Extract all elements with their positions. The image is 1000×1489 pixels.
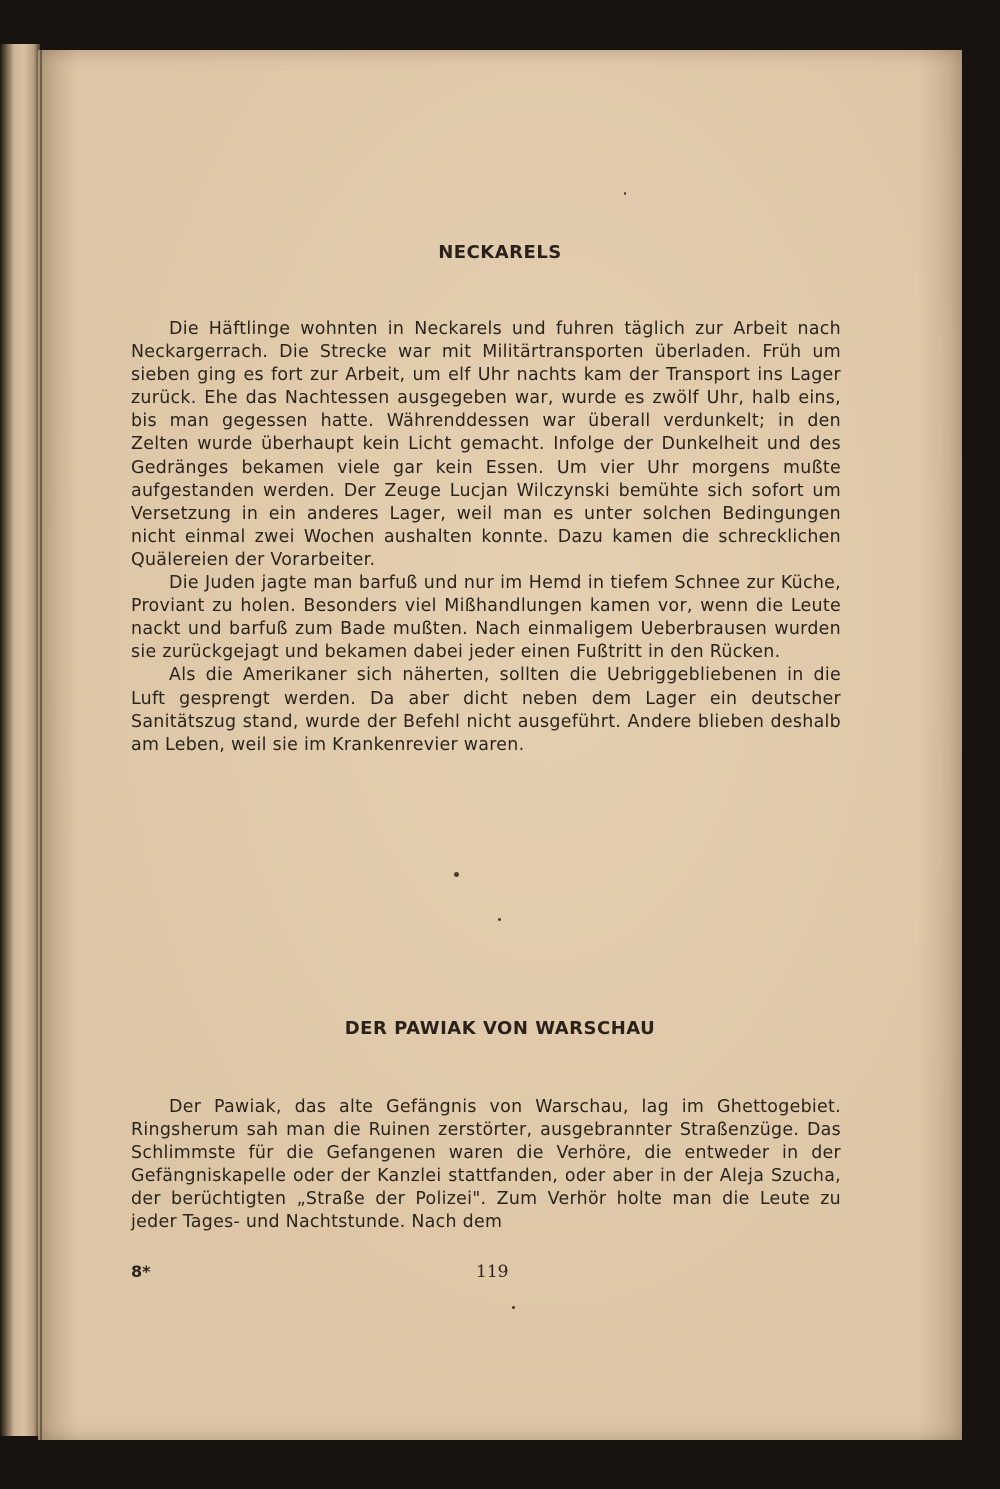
paragraph-3: Als die Amerikaner sich näherten, sollten die Uebriggebliebenen in die Luft gesprengt werden. Da aber dicht neben dem Lager ein deutscher Sanitätszug stand, wurde der Befehl nicht ausgeführt. Andere blieben deshalb am Leben, weil sie im Krankenrevier waren. xyxy=(131,665,841,755)
section-body-pawiak xyxy=(131,1096,841,1235)
paragraph-4: Der Pawiak, das alte Gefängnis von Warschau, lag im Ghettogebiet. Ringsherum sah man die Ruinen zerstörter, ausgebrannter Straßenzüge. Das Schlimmste für die Gefangenen waren die Verhöre, die entweder in der Gefängniskapelle oder der Kanzlei stattfanden, oder aber in der Aleja Szucha, der berüchtigten „Straße der Polizei". Zum Verhör holte man die Leute zu jeder Tages- und Nachtstunde. Nach dem xyxy=(131,1097,841,1233)
paper-speck xyxy=(512,1306,515,1309)
paragraph-1: Die Häftlinge wohnten in Neckarels und fuhren täglich zur Arbeit nach Neckargerrach. Die Strecke war mit Militärtransporten überladen. Früh um sieben ging es fort zur Arbeit, um elf Uhr nachts kam der Transport ins Lager zurück. Ehe das Nachtessen ausgegeben war, wurde es zwölf Uhr, halb eins, bis man gegessen hatte. Währenddessen war überall verdunkelt; in den Zelten wurde überhaupt kein Licht gemacht. Infolge der Dunkelheit und des Gedränges bekamen viele gar kein Essen. Um vier Uhr morgens mußte aufgestanden werden. Der Zeuge Lucjan Wilczynski bemühte sich sofort um Versetzung in ein anderes Lager, weil man es unter solchen Bedingungen nicht einmal zwei Wochen aushalten konnte. Dazu kamen die schrecklichen Quälereien der Vorarbeiter. xyxy=(131,319,841,570)
book-page xyxy=(38,50,962,1440)
section-title-neckarels: NECKARELS xyxy=(438,242,562,263)
section-title-pawiak: DER PAWIAK VON WARSCHAU xyxy=(344,1018,656,1039)
previous-page-edge xyxy=(0,44,40,1436)
section-body-neckarels xyxy=(131,318,841,757)
paper-speck xyxy=(454,872,459,877)
page-number: 119 xyxy=(476,1262,509,1282)
paper-speck xyxy=(498,918,501,921)
paragraph-2: Die Juden jagte man barfuß und nur im Hemd in tiefem Schnee zur Küche, Proviant zu holen. Besonders viel Mißhandlungen kamen vor, wenn die Leute nackt und barfuß zum Bade mußten. Nach einmaligem Ueberbrausen wurden sie zurückgejagt und bekamen dabei jeder einen Fußtritt in den Rücken. xyxy=(131,573,841,663)
paper-speck xyxy=(624,192,626,195)
signature-mark: 8* xyxy=(131,1262,151,1281)
